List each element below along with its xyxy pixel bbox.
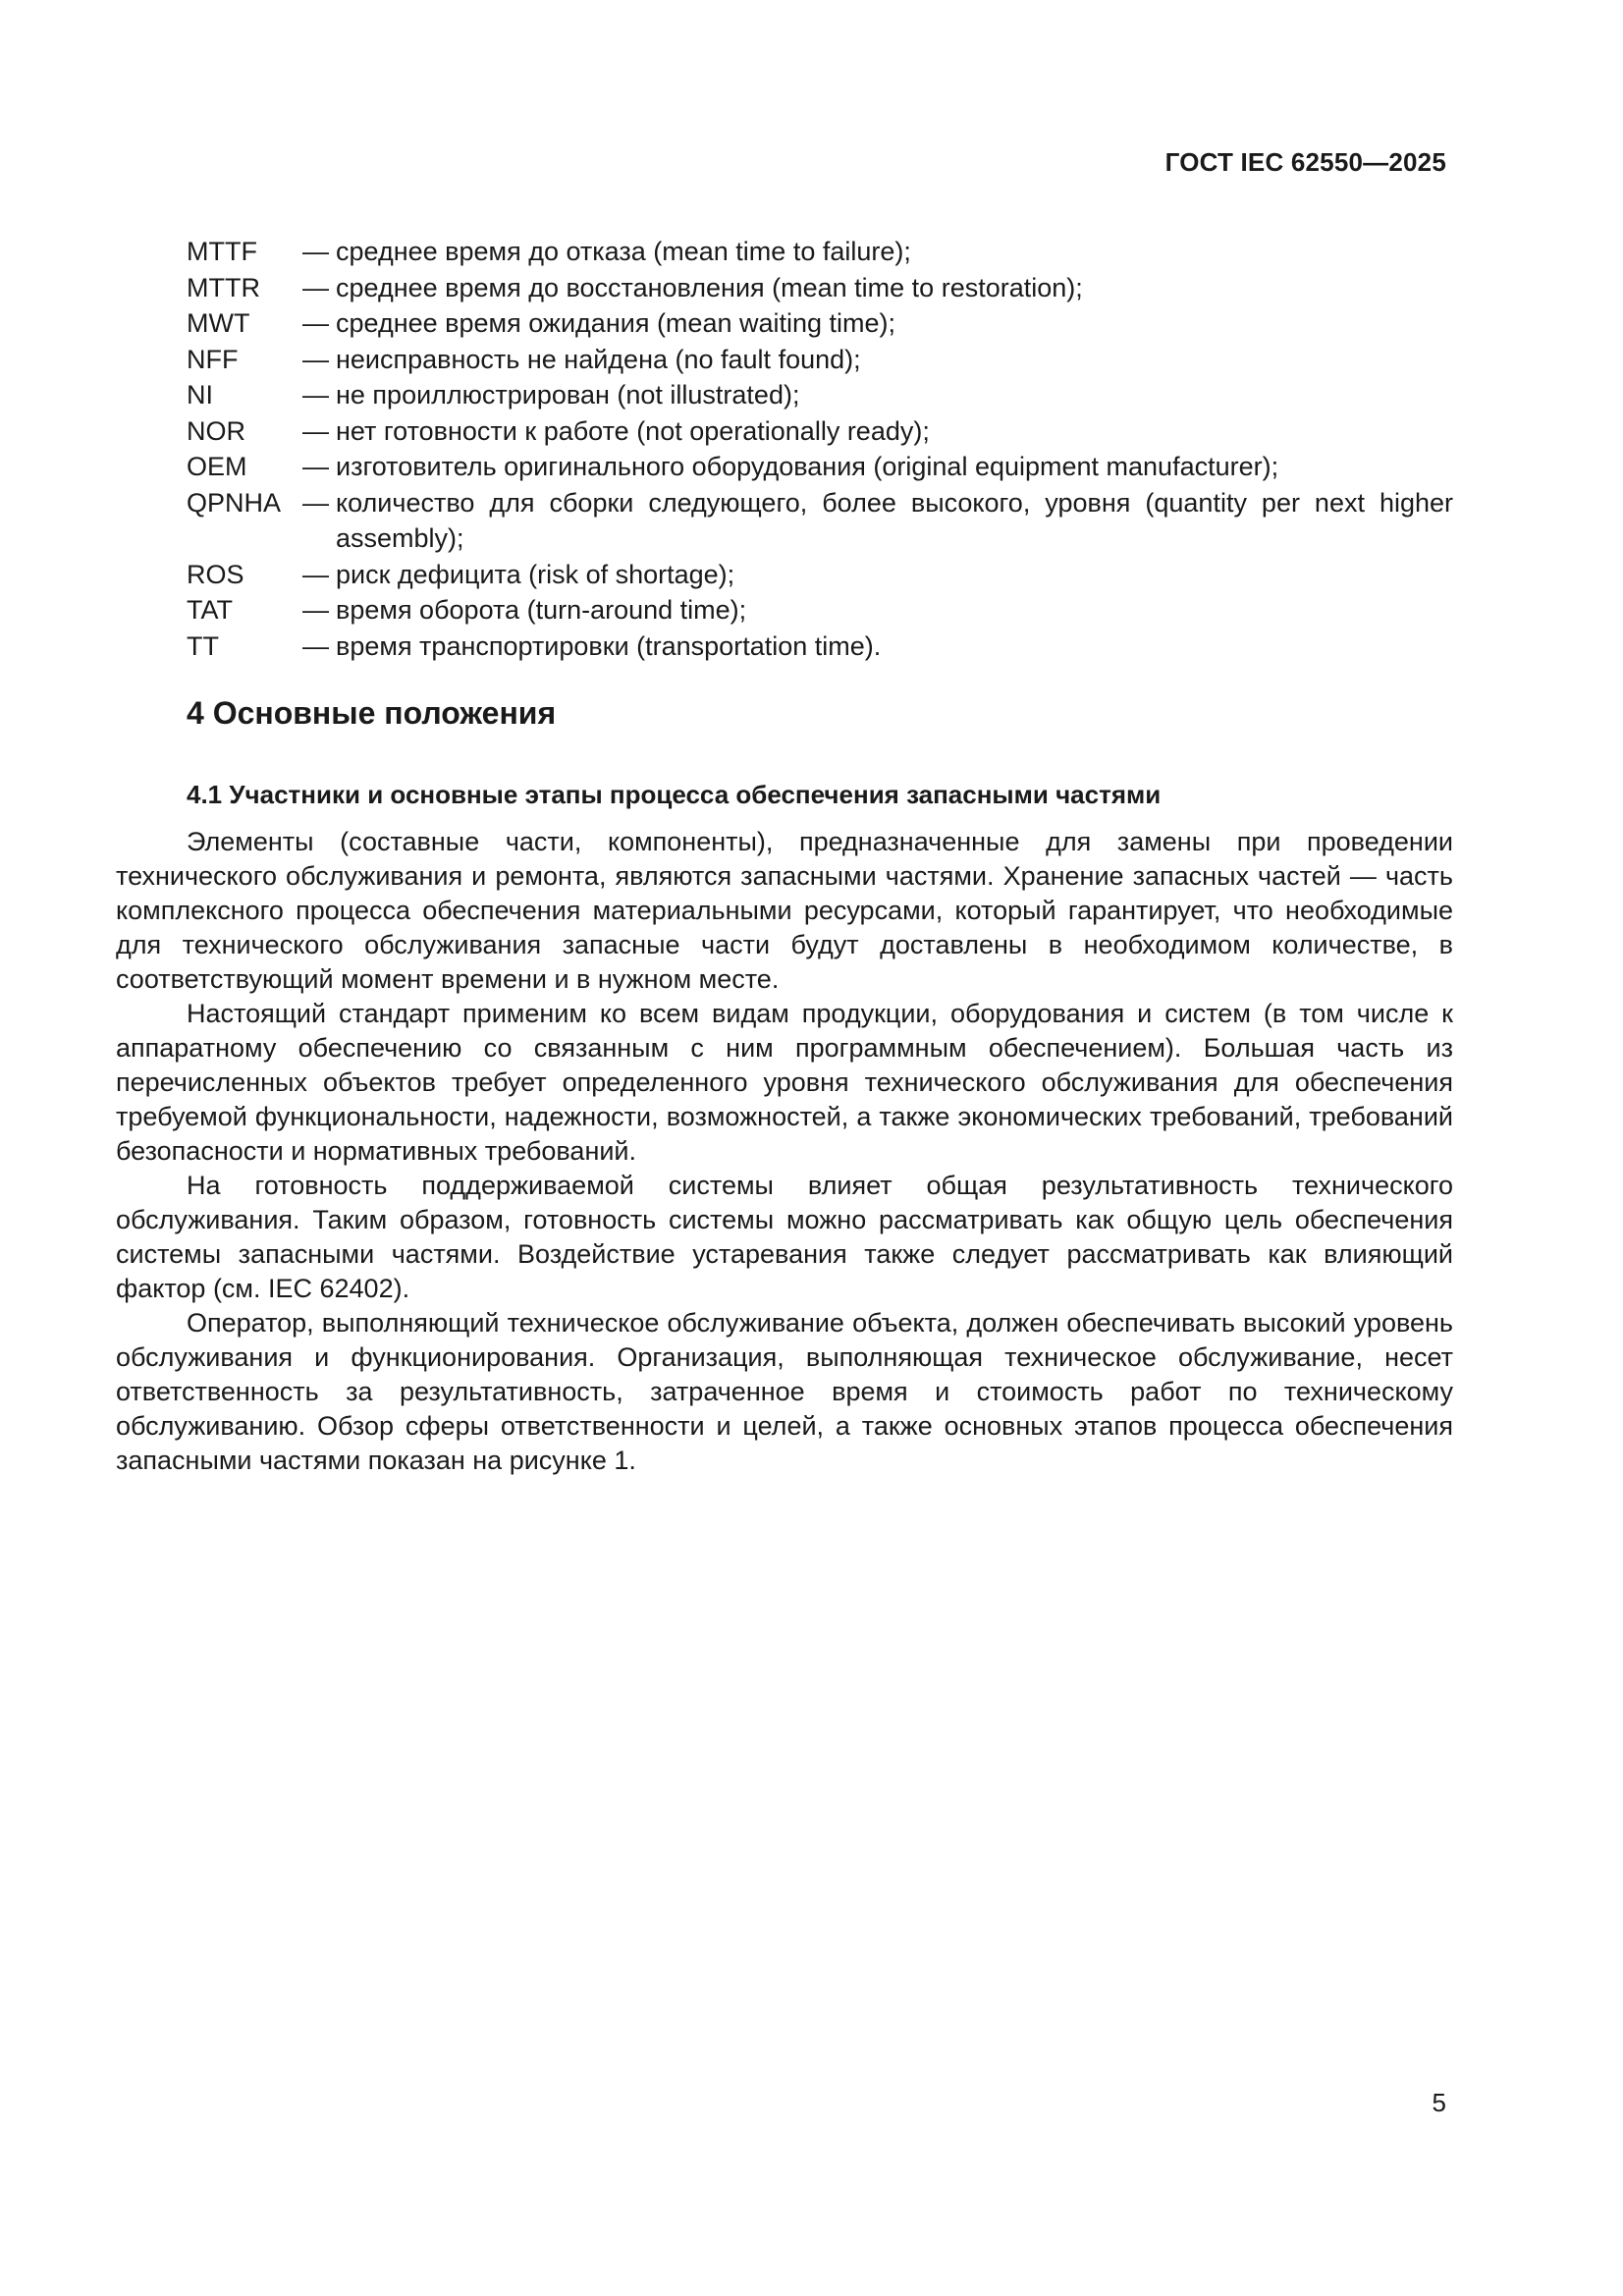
abbreviation-row: [187, 305, 1453, 342]
abbreviation-term: OEM: [187, 452, 247, 481]
abbreviation-row: [187, 449, 1453, 485]
abbreviation-term: MWT: [187, 308, 250, 338]
em-dash: —: [302, 308, 337, 338]
abbreviation-definition: риск дефицита (risk of shortage);: [336, 559, 735, 589]
abbreviation-term: QPNHA: [187, 487, 282, 518]
abbreviation-term: MTTR: [187, 272, 260, 302]
em-dash: —: [302, 487, 337, 518]
em-dash: —: [302, 237, 337, 266]
em-dash: —: [302, 415, 337, 446]
abbreviation-definition: среднее время до отказа (mean time to failure);: [336, 237, 911, 266]
abbreviation-term: NI: [187, 380, 213, 410]
section-heading: 4 Основные положения: [187, 695, 557, 731]
abbreviation-row: [187, 234, 1453, 270]
abbreviation-definition: нет готовности к работе (not operationally ready);: [336, 415, 930, 446]
abbreviation-row: [187, 342, 1453, 378]
subsection-heading: 4.1 Участники и основные этапы процесса обеспечения запасными частями: [187, 780, 1162, 809]
abbreviation-definition: не проиллюстрирован (not illustrated);: [336, 380, 800, 410]
em-dash: —: [302, 344, 337, 374]
abbreviation-term: TT: [187, 630, 219, 661]
abbreviation-definition: среднее время ожидания (mean waiting time);: [336, 308, 896, 338]
abbreviation-row: [187, 557, 1453, 593]
abbreviation-row: [187, 270, 1453, 306]
paragraph: Элементы (составные части, компоненты), предназначенные для замены при проведении технического обслуживания и ремонта, являются запасными частями. Хранение запасных частей — часть комплексного процесса обеспечения материальными ресурсами, который гарантирует, что необходимые для технического обслуживания запасные части будут доставлены в необходимом количестве, в соответствующий момент времени и в нужном месте.: [116, 827, 1453, 994]
em-dash: —: [302, 595, 337, 625]
abbreviation-definition: время оборота (turn-around time);: [336, 595, 747, 625]
document-id-header: ГОСТ IEC 62550—2025: [1164, 147, 1446, 177]
abbreviation-row: [187, 485, 1453, 557]
paragraph: На готовность поддерживаемой системы влияет общая результативность технического обслуживания. Таким образом, готовность системы можно рассматривать как общую цель обеспечения системы запасными частями. Воздействие устаревания также следует рассматривать как влияющий фактор (см. IEC 62402).: [116, 1171, 1453, 1303]
page-number: 5: [1432, 2088, 1446, 2117]
abbreviation-row: [187, 413, 1453, 450]
abbreviation-term: NOR: [187, 415, 245, 446]
em-dash: —: [302, 272, 337, 302]
abbreviation-definition: время транспортировки (transportation time).: [336, 630, 882, 661]
abbreviation-definition: неисправность не найдена (no fault found);: [336, 344, 861, 374]
em-dash: —: [302, 380, 337, 410]
abbreviation-row: [187, 629, 1453, 665]
abbreviation-row: [187, 377, 1453, 413]
abbreviation-term: ROS: [187, 559, 244, 589]
abbreviation-definition: среднее время до восстановления (mean time to restoration);: [336, 272, 1083, 302]
abbreviation-term: TAT: [187, 595, 233, 625]
em-dash: —: [302, 452, 337, 481]
em-dash: —: [302, 630, 337, 661]
abbreviation-definition: изготовитель оригинального оборудования (original equipment manufacturer);: [336, 452, 1279, 481]
abbreviation-list: [187, 234, 1453, 664]
paragraph: Оператор, выполняющий техническое обслуживание объекта, должен обеспечивать высокий уровень обслуживания и функционирования. Организация, выполняющая техническое обслуживание, несет ответственность за результативность, затраченное время и стоимость работ по техническому обслуживанию. Обзор сферы ответственности и целей, а также основных этапов процесса обеспечения запасными частями показан на рисунке 1.: [116, 1308, 1453, 1475]
paragraph: Настоящий стандарт применим ко всем видам продукции, оборудования и систем (в том числе к аппаратному обеспечению со связанным с ним программным обеспечением). Большая часть из перечисленных объектов требует определенного уровня технического обслуживания для обеспечения требуемой функциональности, надежности, возможностей, а также экономических требований, требований безопасности и нормативных требований.: [116, 999, 1453, 1166]
abbreviation-term: MTTF: [187, 237, 257, 266]
body-text: [116, 825, 1453, 1478]
em-dash: —: [302, 559, 337, 589]
abbreviation-term: NFF: [187, 344, 239, 374]
abbreviation-row: [187, 592, 1453, 629]
abbreviation-definition: количество для сборки следующего, более высокого, уровня (quantity per next higher assembly);: [336, 487, 1453, 553]
